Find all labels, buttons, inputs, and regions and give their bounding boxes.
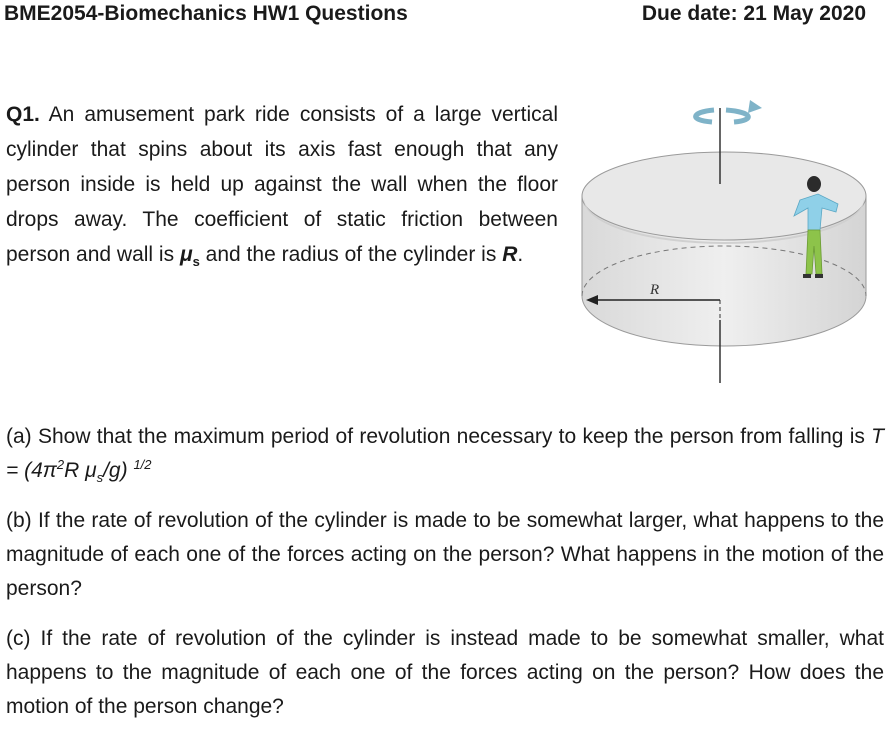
radius-symbol: R	[502, 243, 518, 266]
part-a	[6, 420, 884, 488]
question-label: Q1.	[6, 103, 40, 126]
part-b: (b) If the rate of revolution of the cylinder is made to be somewhat larger, what happens to the magnitude of each one of the forces acting on the person? What happens in the motion of the person?	[6, 509, 884, 600]
radius-label: R	[650, 282, 660, 298]
question-1	[6, 97, 558, 272]
cylinder-illustration	[574, 88, 874, 388]
document-title: BME2054-Biomechanics HW1 Questions	[4, 2, 408, 25]
mu-subscript: s	[192, 254, 200, 270]
question-parts	[6, 420, 884, 740]
question-text-part3: .	[517, 243, 524, 266]
page-header	[4, 2, 866, 32]
part-c: (c) If the rate of revolution of the cylinder is instead made to be somewhat smaller, what happens to the magnitude of each one of the forces acting on the person? How does the motion of the person change?	[6, 627, 884, 718]
rotor-ride-figure	[574, 88, 874, 388]
question-text-part1: An amusement park ride consists of a large vertical cylinder that spins about its axis fast enough that any person inside is held up against the wall when the floor drops away. The coefficient of static friction between person and wall is	[6, 103, 558, 266]
part-a-text: (a) Show that the maximum period of revolution necessary to keep the person from falling is	[6, 425, 872, 448]
rotation-arrow-icon	[696, 100, 762, 122]
mu-symbol: μ	[179, 243, 193, 266]
due-date: Due date: 21 May 2020	[641, 2, 866, 25]
period-formula: $T = (4\pi^2R$ $\mu_s/g$) $^{1/2}$	[6, 425, 884, 486]
question-text-part2: and the radius of the cylinder is	[199, 243, 503, 266]
